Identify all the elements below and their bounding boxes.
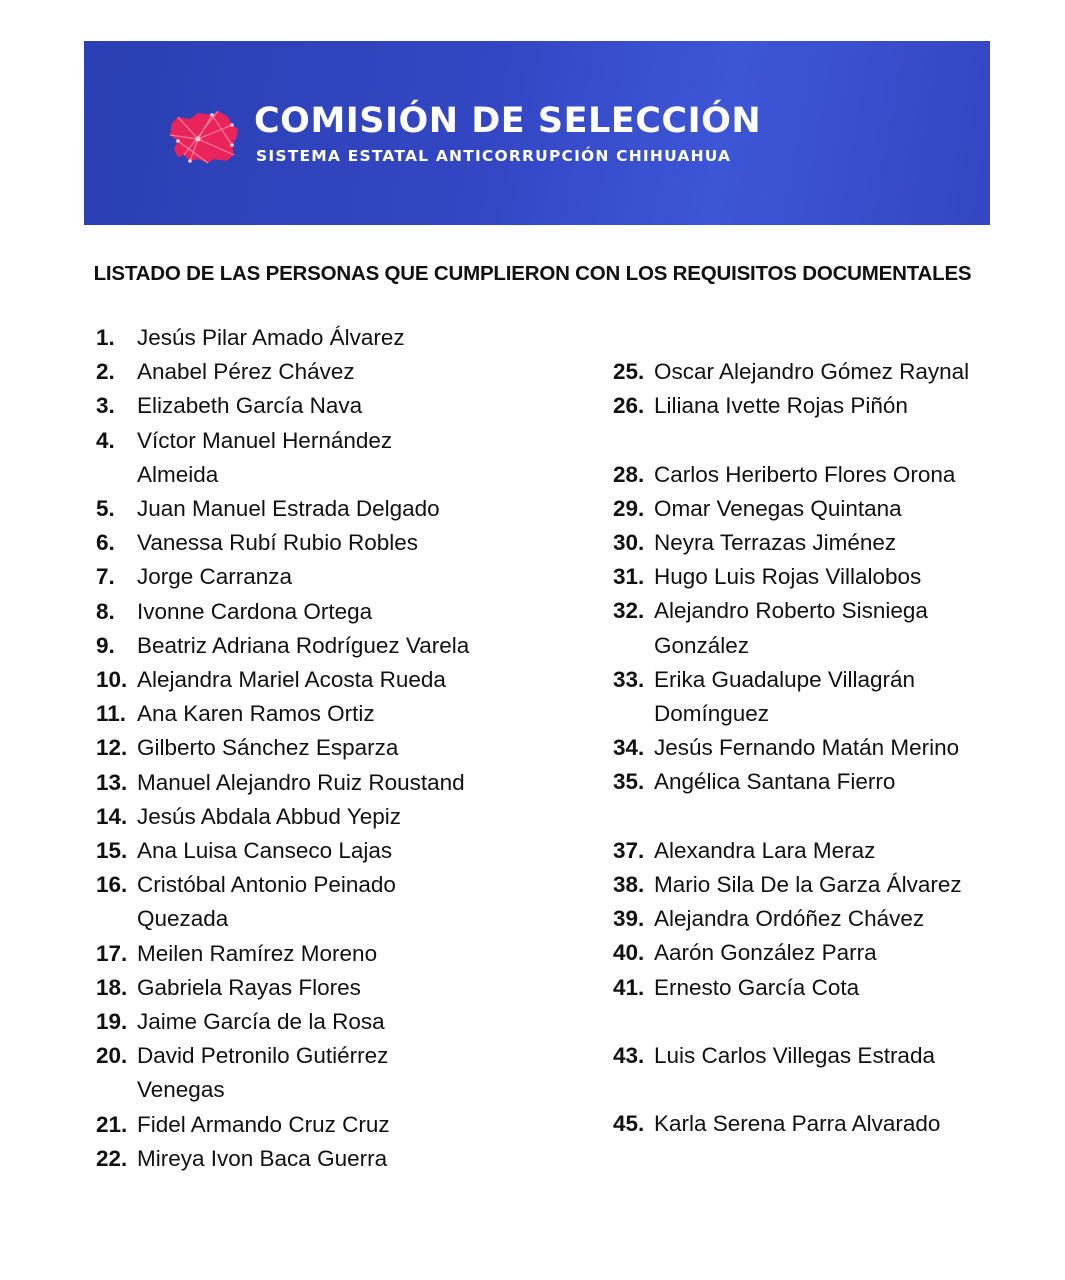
item-number: 6. bbox=[96, 530, 115, 556]
item-number: 5. bbox=[96, 496, 115, 522]
item-number: 25. bbox=[613, 359, 645, 384]
item-number: 43. bbox=[613, 1043, 645, 1069]
list-item bbox=[96, 868, 536, 936]
list-item bbox=[613, 1107, 1053, 1141]
item-name: Alejandra Ordóñez Chávez bbox=[654, 906, 925, 932]
item-number: 9. bbox=[96, 632, 115, 658]
list-item bbox=[96, 697, 536, 731]
item-number: 26. bbox=[613, 393, 645, 419]
item-name: Anabel Pérez Chávez bbox=[137, 359, 355, 385]
item-number: 32. bbox=[613, 598, 645, 624]
list-item bbox=[613, 355, 1053, 389]
list-item bbox=[613, 458, 1053, 492]
list-item bbox=[96, 731, 536, 765]
item-name: Carlos Heriberto Flores Orona bbox=[654, 461, 956, 487]
item-number: 31. bbox=[613, 564, 645, 590]
item-name: Omar Venegas Quintana bbox=[654, 495, 902, 521]
list-item bbox=[613, 731, 1053, 765]
list-gap bbox=[613, 423, 1053, 457]
list-item bbox=[613, 868, 1053, 902]
item-number: 14. bbox=[96, 803, 128, 829]
list-item bbox=[613, 594, 1053, 662]
item-number: 30. bbox=[613, 530, 645, 555]
item-name: Jorge Carranza bbox=[137, 564, 293, 590]
item-number: 16. bbox=[96, 872, 128, 898]
item-number: 20. bbox=[96, 1043, 128, 1069]
list-item bbox=[96, 800, 536, 834]
item-name: Víctor Manuel Hernández Almeida bbox=[137, 427, 393, 487]
list-item bbox=[96, 321, 536, 355]
list-item bbox=[96, 1039, 536, 1107]
right-column-list bbox=[613, 355, 1053, 1142]
list-item bbox=[96, 971, 536, 1005]
list-item bbox=[96, 766, 536, 800]
item-number: 15. bbox=[96, 838, 128, 864]
item-name: Aarón González Parra bbox=[654, 940, 877, 966]
list-item bbox=[96, 937, 536, 971]
list-item bbox=[613, 663, 1053, 731]
item-number: 38. bbox=[613, 872, 645, 898]
document-heading: LISTADO DE LAS PERSONAS QUE CUMPLIERON CON LOS REQUISITOS DOCUMENTALES bbox=[93, 262, 972, 285]
item-name: Neyra Terrazas Jiménez bbox=[654, 530, 897, 555]
list-item bbox=[96, 560, 536, 594]
item-name: Mario Sila De la Garza Álvarez bbox=[654, 872, 962, 898]
item-number: 29. bbox=[613, 495, 645, 521]
item-name: Erika Guadalupe Villagrán Domínguez bbox=[654, 666, 916, 727]
item-number: 41. bbox=[613, 974, 645, 1000]
item-name: Oscar Alejandro Gómez Raynal bbox=[654, 359, 970, 384]
list-item bbox=[96, 1108, 536, 1142]
list-item bbox=[613, 1039, 1053, 1073]
item-name: Ana Karen Ramos Ortiz bbox=[137, 701, 375, 727]
item-number: 4. bbox=[96, 427, 115, 453]
list-item bbox=[613, 971, 1053, 1005]
list-gap bbox=[613, 1005, 1053, 1039]
list-item bbox=[96, 526, 536, 560]
header-banner bbox=[84, 41, 990, 225]
item-name: Alexandra Lara Meraz bbox=[654, 837, 876, 863]
item-number: 18. bbox=[96, 974, 128, 1000]
item-name: Ivonne Cardona Ortega bbox=[137, 598, 373, 624]
list-item bbox=[96, 595, 536, 629]
list-gap bbox=[613, 1073, 1053, 1107]
chihuahua-map-icon bbox=[168, 109, 240, 165]
list-item bbox=[613, 834, 1053, 868]
left-column-list bbox=[96, 321, 536, 1176]
list-item bbox=[96, 389, 536, 423]
list-item bbox=[613, 492, 1053, 526]
list-item bbox=[96, 1142, 536, 1176]
item-name: Ernesto García Cota bbox=[654, 974, 860, 1000]
list-gap bbox=[613, 800, 1053, 834]
item-number: 17. bbox=[96, 940, 128, 966]
item-name: Liliana Ivette Rojas Piñón bbox=[654, 393, 908, 419]
item-name: Angélica Santana Fierro bbox=[654, 769, 896, 795]
list-item bbox=[96, 424, 536, 492]
item-name: Alejandra Mariel Acosta Rueda bbox=[137, 667, 446, 693]
item-name: Ana Luisa Canseco Lajas bbox=[137, 838, 393, 864]
item-name: Jesús Abdala Abbud Yepiz bbox=[137, 803, 401, 829]
item-name: Beatriz Adriana Rodríguez Varela bbox=[137, 632, 470, 658]
item-number: 39. bbox=[613, 906, 645, 932]
item-name: Juan Manuel Estrada Delgado bbox=[137, 496, 440, 522]
item-name: Gabriela Rayas Flores bbox=[137, 974, 361, 1000]
item-name: Meilen Ramírez Moreno bbox=[137, 940, 378, 966]
item-number: 10. bbox=[96, 667, 128, 693]
list-item bbox=[613, 526, 1053, 560]
banner-title: COMISIÓN DE SELECCIÓN bbox=[254, 101, 762, 141]
item-name: David Petronilo Gutiérrez Venegas bbox=[137, 1043, 389, 1103]
item-number: 12. bbox=[96, 735, 128, 761]
list-item bbox=[613, 389, 1053, 423]
list-item bbox=[613, 560, 1053, 594]
item-number: 28. bbox=[613, 461, 645, 487]
list-item bbox=[96, 355, 536, 389]
item-name: Jesús Pilar Amado Álvarez bbox=[137, 325, 405, 350]
item-name: Jesús Fernando Matán Merino bbox=[654, 735, 960, 761]
item-number: 45. bbox=[613, 1111, 645, 1137]
item-number: 19. bbox=[96, 1009, 128, 1035]
list-item bbox=[613, 936, 1053, 970]
item-number: 8. bbox=[96, 598, 115, 624]
item-name: Alejandro Roberto Sisniega González bbox=[654, 598, 928, 658]
item-name: Jaime García de la Rosa bbox=[137, 1009, 385, 1035]
item-name: Gilberto Sánchez Esparza bbox=[137, 735, 399, 761]
item-number: 35. bbox=[613, 769, 645, 795]
item-name: Elizabeth García Nava bbox=[137, 393, 363, 419]
item-number: 37. bbox=[613, 837, 645, 863]
item-name: Manuel Alejandro Ruiz Roustand bbox=[137, 769, 465, 795]
list-item bbox=[613, 902, 1053, 936]
item-number: 33. bbox=[613, 666, 645, 692]
banner-subtitle: SISTEMA ESTATAL ANTICORRUPCIÓN CHIHUAHUA bbox=[256, 147, 732, 165]
item-number: 2. bbox=[96, 359, 115, 385]
item-name: Cristóbal Antonio Peinado Quezada bbox=[137, 872, 396, 932]
list-item bbox=[96, 1005, 536, 1039]
item-number: 7. bbox=[96, 564, 115, 590]
item-number: 22. bbox=[96, 1145, 128, 1171]
item-number: 40. bbox=[613, 940, 645, 966]
item-name: Vanessa Rubí Rubio Robles bbox=[137, 530, 418, 556]
item-number: 13. bbox=[96, 769, 128, 795]
list-item bbox=[96, 492, 536, 526]
item-number: 11. bbox=[96, 701, 127, 727]
list-item bbox=[96, 663, 536, 697]
item-number: 34. bbox=[613, 735, 645, 761]
list-item bbox=[96, 834, 536, 868]
list-item bbox=[96, 629, 536, 663]
item-number: 1. bbox=[96, 325, 115, 350]
item-name: Karla Serena Parra Alvarado bbox=[654, 1111, 941, 1137]
item-name: Mireya Ivon Baca Guerra bbox=[137, 1145, 388, 1171]
item-name: Fidel Armando Cruz Cruz bbox=[137, 1111, 390, 1137]
item-number: 21. bbox=[96, 1111, 128, 1137]
item-name: Luis Carlos Villegas Estrada bbox=[654, 1043, 935, 1069]
list-item bbox=[613, 765, 1053, 799]
item-number: 3. bbox=[96, 393, 115, 419]
item-name: Hugo Luis Rojas Villalobos bbox=[654, 564, 922, 590]
